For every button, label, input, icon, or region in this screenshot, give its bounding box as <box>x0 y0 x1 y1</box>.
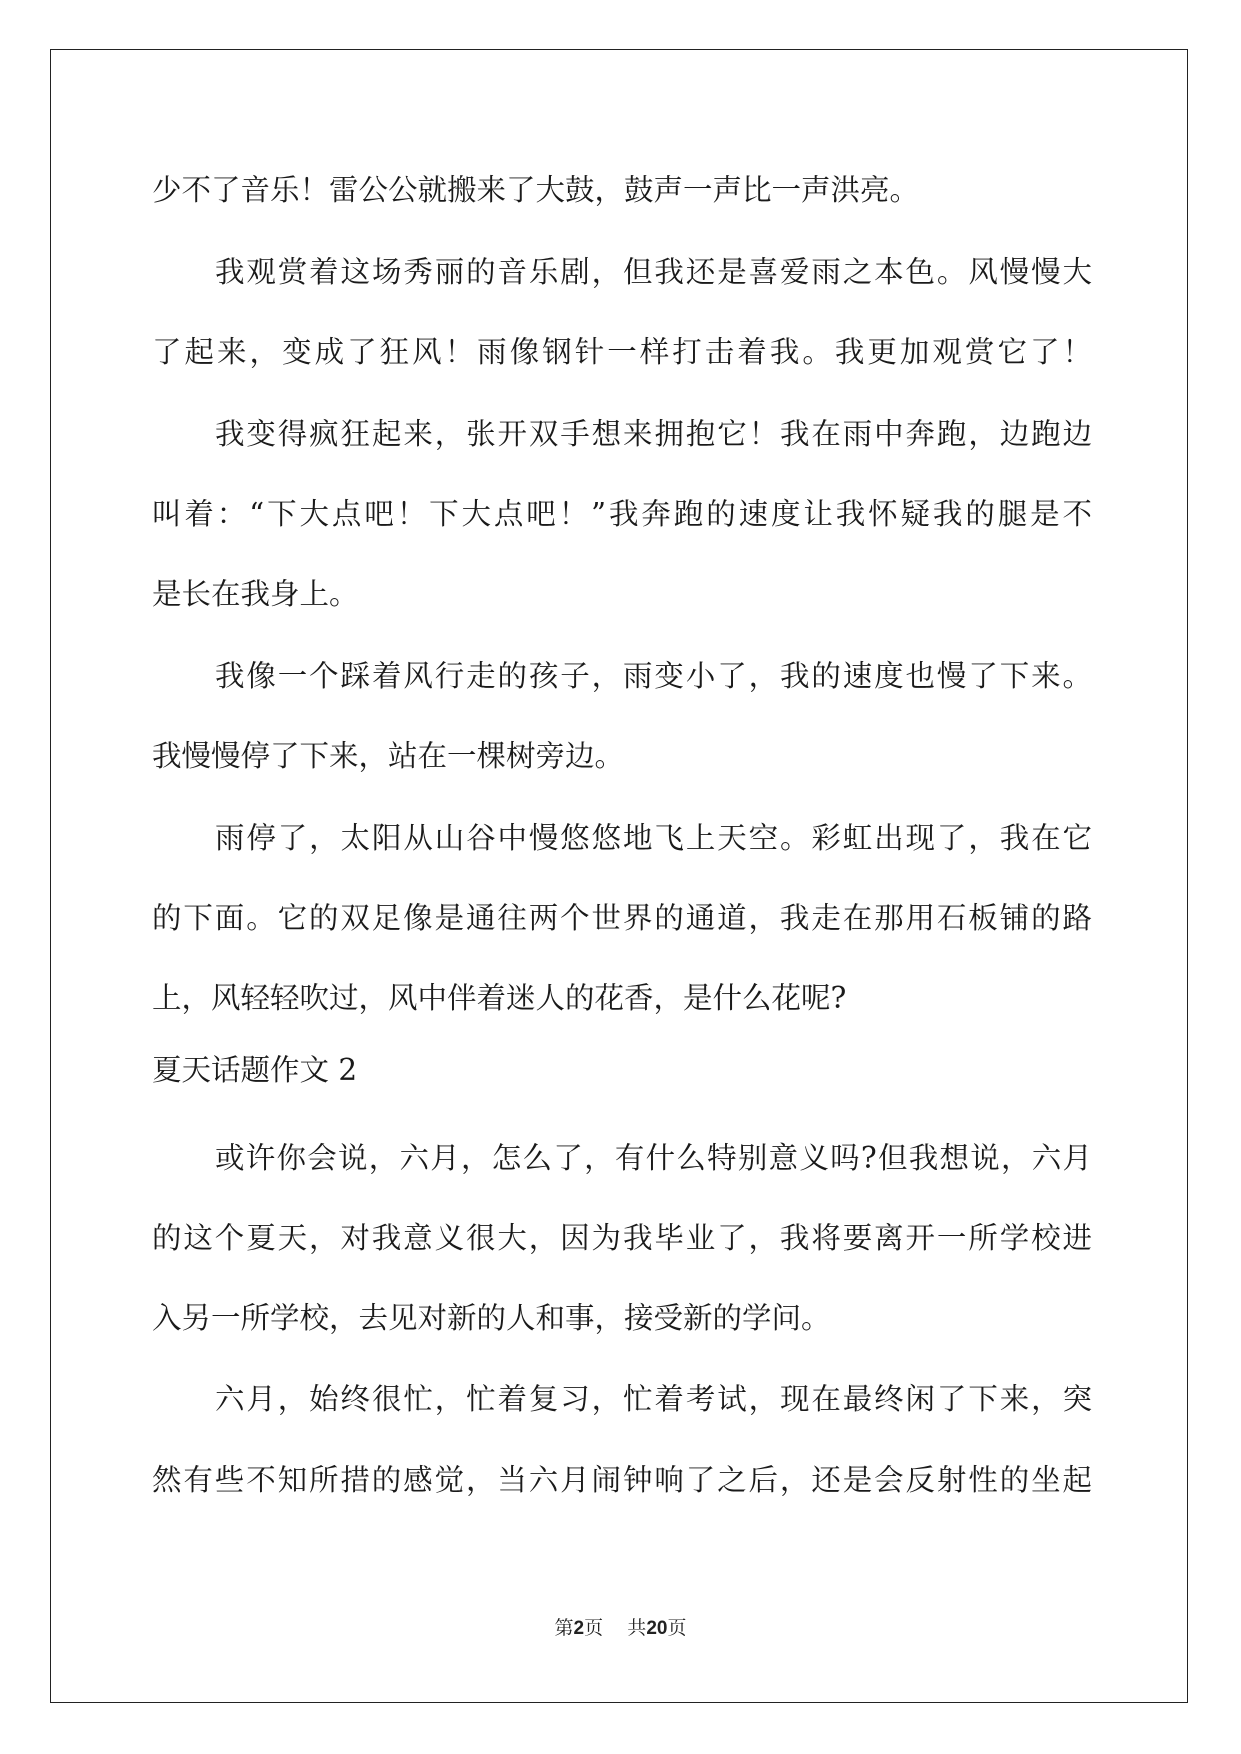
text-line: 我观赏着这场秀丽的音乐剧，但我还是喜爱雨之本色。风慢慢大 <box>215 255 1092 289</box>
page-number: 2 <box>573 1618 585 1639</box>
text-line: 雨停了，太阳从山谷中慢悠悠地飞上天空。彩虹出现了，我在它 <box>215 821 1092 855</box>
text-line: 的下面。它的双足像是通往两个世界的通道，我走在那用石板铺的路 <box>152 901 1092 935</box>
text-line: 了起来，变成了狂风！雨像钢针一样打击着我。我更加观赏它了！ <box>152 335 1092 369</box>
text-line: 我变得疯狂起来，张开双手想来拥抱它！我在雨中奔跑，边跑边 <box>215 417 1092 451</box>
text-line: 少不了音乐！雷公公就搬来了大鼓，鼓声一声比一声洪亮。 <box>152 173 920 207</box>
text-line: 上，风轻轻吹过，风中伴着迷人的花香，是什么花呢? <box>152 981 847 1015</box>
total-pages: 20 <box>646 1618 668 1639</box>
page-suffix: 页 <box>584 1617 604 1639</box>
text-line: 六月，始终很忙，忙着复习，忙着考试，现在最终闲了下来，突 <box>215 1382 1092 1416</box>
text-line: 或许你会说，六月，怎么了，有什么特别意义吗?但我想说，六月 <box>215 1141 1092 1175</box>
text-line: 叫着：“下大点吧！下大点吧！”我奔跑的速度让我怀疑我的腿是不 <box>152 497 1092 531</box>
text-line: 我慢慢停了下来，站在一棵树旁边。 <box>152 739 625 773</box>
page-prefix: 第 <box>554 1617 574 1639</box>
page-footer <box>0 1616 1241 1641</box>
text-line: 的这个夏天，对我意义很大，因为我毕业了，我将要离开一所学校进 <box>152 1221 1092 1255</box>
text-line: 然有些不知所措的感觉，当六月闹钟响了之后，还是会反射性的坐起 <box>152 1463 1092 1497</box>
text-line: 入另一所学校，去见对新的人和事，接受新的学问。 <box>152 1301 831 1335</box>
text-line: 是长在我身上。 <box>152 577 359 611</box>
total-suffix: 页 <box>667 1617 687 1639</box>
total-prefix: 共 <box>627 1617 647 1639</box>
section-heading: 夏天话题作文 2 <box>152 1053 358 1087</box>
text-line: 我像一个踩着风行走的孩子，雨变小了，我的速度也慢了下来。 <box>215 659 1092 693</box>
